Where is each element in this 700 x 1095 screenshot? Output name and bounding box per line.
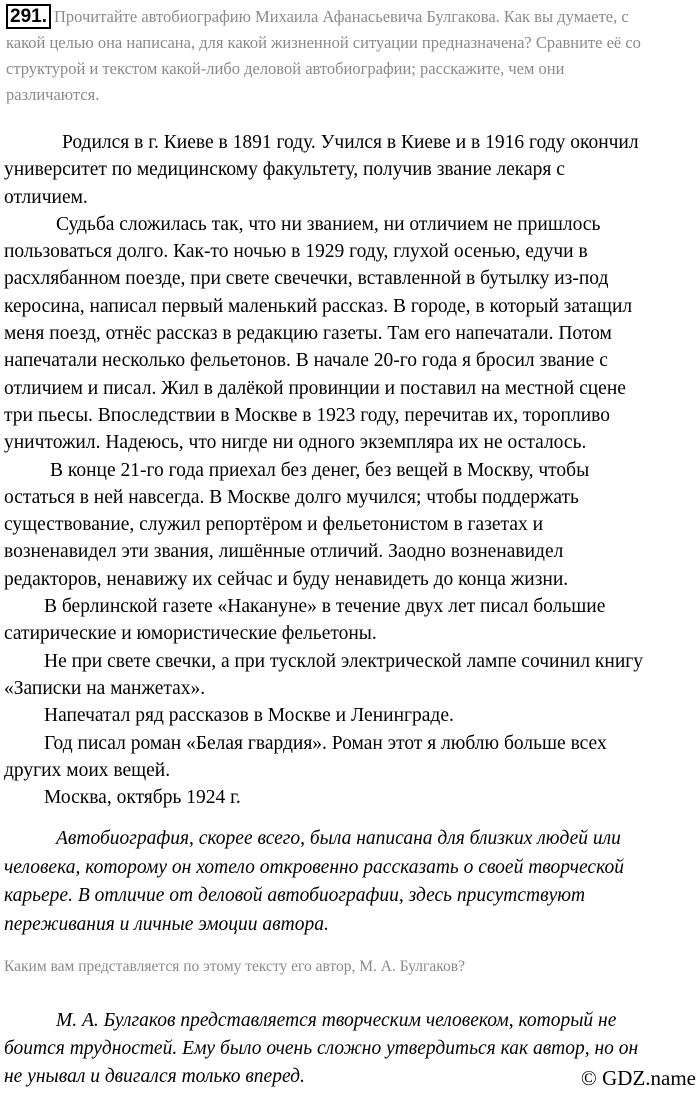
text-line: сатирические и юмористические фельетоны. xyxy=(4,623,377,645)
text-line: В берлинской газете «Накануне» в течение двух лет писал большие xyxy=(44,596,606,618)
text-line: меня поезд, отнёс рассказ в редакцию газеты. Там его напечатали. Потом xyxy=(4,323,612,345)
text-line: Напечатал ряд рассказов в Москве и Ленинграде. xyxy=(44,705,454,727)
answer-line: переживания и личные эмоции автора. xyxy=(4,913,329,935)
text-line: Родился в г. Киеве в 1891 году. Учился в Киеве и в 1916 году окончил xyxy=(62,132,639,153)
text-line: отличием. xyxy=(4,186,88,208)
task-line: различаются. xyxy=(6,85,100,104)
text-line: отличием и писал. Жил в далёкой провинции и поставил на местной сцене xyxy=(4,377,626,399)
text-line: «Записки на манжетах». xyxy=(4,677,206,699)
question-2: Каким вам представляется по этому тексту его автор, М. А. Булгаков? xyxy=(4,958,465,975)
text-line: Судьба сложилась так, что ни званием, ни отличием не пришлось xyxy=(56,213,601,235)
task-number: 291. xyxy=(6,4,51,29)
task-line: структурой и текстом какой-либо деловой автобиографии; расскажите, чем они xyxy=(6,59,565,78)
watermark: © GDZ.name xyxy=(580,1066,696,1090)
text-line: керосина, написал первый маленький рассказ. В городе, в который затащил xyxy=(4,295,633,317)
text-line: остаться в ней навсегда. В Москве долго мучился; чтобы поддержать xyxy=(4,486,579,508)
text-line: возненавидел эти звания, лишённые отличий. Заодно возненавидел xyxy=(4,541,564,563)
text-line: Год писал роман «Белая гвардия». Роман этот я люблю больше всех xyxy=(44,732,607,754)
text-line: расхлябанном поезде, при свете свечечки, вставленной в бутылку из-под xyxy=(4,268,609,290)
answer-line: не унывал и двигался только вперед. xyxy=(4,1066,305,1087)
text-line: три пьесы. Впоследствии в Москве в 1923 году, перечитав их, торопливо xyxy=(4,404,610,426)
task-statement xyxy=(6,4,696,108)
answer-line: карьере. В отличие от деловой автобиографии, здесь присутствуют xyxy=(4,885,586,906)
autobiography-text xyxy=(4,129,694,811)
answer-line: М. А. Булгаков представляется творческим человеком, который не xyxy=(56,1010,617,1031)
text-line: существование, служил репортёром и фельетонистом в газетах и xyxy=(4,514,544,536)
text-line: университет по медицинскому факультету, получив звание лекаря с xyxy=(4,159,565,181)
text-line: Не при свете свечки, а при тусклой электрической лампе сочинил книгу xyxy=(44,650,644,672)
text-line: напечатали несколько фельетонов. В начале 20-го года я бросил звание с xyxy=(4,350,608,372)
text-line: В конце 21-го года приехал без денег, без вещей в Москву, чтобы xyxy=(50,459,590,481)
answer-line: человека, которому он хотело откровенно рассказать о своей творческой xyxy=(4,856,624,878)
text-line: пользоваться долго. Как-то ночью в 1929 году, глухой осенью, едучи в xyxy=(4,241,588,263)
task-line: Прочитайте автобиографию Михаила Афанасьевича Булгакова. Как вы думаете, с xyxy=(53,7,629,26)
answer-line: Автобиография, скорее всего, была написана для близких людей или xyxy=(56,828,621,849)
text-line: других моих вещей. xyxy=(4,759,171,781)
task-line: какой целью она написана, для какой жизненной ситуации предназначена? Сравните её со xyxy=(6,33,641,52)
text-line: уничтожил. Надеюсь, что нигде ни одного экземпляра их не осталось. xyxy=(4,432,587,454)
answer-1 xyxy=(4,825,694,939)
text-line: редакторов, ненавижу их сейчас и буду ненавидеть до конца жизни. xyxy=(4,568,569,590)
text-line: Москва, октябрь 1924 г. xyxy=(44,787,241,809)
answer-line: боится трудностей. Ему было очень сложно утвердиться как автор, но он xyxy=(4,1038,639,1059)
